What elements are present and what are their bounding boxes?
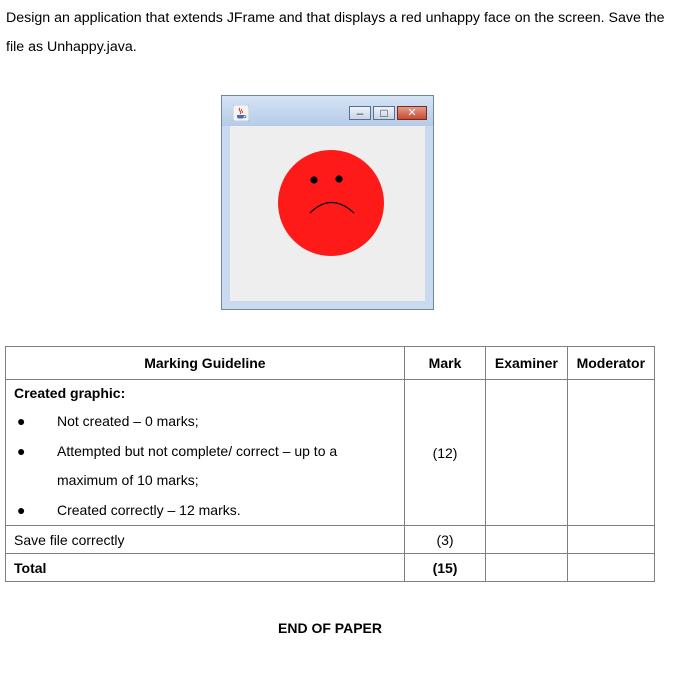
bullet-icon: ● [17, 501, 26, 518]
unhappy-face-drawing [230, 126, 425, 301]
total-moderator-cell [567, 554, 654, 582]
total-row [6, 554, 655, 582]
criteria-item-text: Created correctly – 12 marks. [57, 501, 241, 518]
criteria-item-text: Not created – 0 marks; [57, 413, 199, 429]
java-cup-icon [233, 105, 249, 121]
criteria-mark: (12) [404, 380, 485, 526]
marking-table [5, 346, 655, 582]
maximize-button[interactable] [373, 106, 395, 120]
close-button[interactable] [397, 106, 427, 120]
save-moderator-cell [567, 526, 654, 554]
criteria-examiner-cell [486, 380, 567, 526]
criteria-moderator-cell [567, 380, 654, 526]
minimize-icon: – [356, 106, 364, 120]
end-of-paper: END OF PAPER [278, 620, 382, 636]
header-examiner: Examiner [486, 347, 567, 380]
total-label: Total [6, 554, 405, 582]
total-examiner-cell [486, 554, 567, 582]
right-eye [335, 175, 342, 182]
java-window [221, 95, 434, 310]
criteria-row [6, 380, 655, 526]
save-row [6, 526, 655, 554]
save-label: Save file correctly [6, 526, 405, 554]
header-guideline: Marking Guideline [6, 347, 405, 380]
header-moderator: Moderator [567, 347, 654, 380]
close-icon: ✕ [407, 107, 417, 119]
minimize-button[interactable] [349, 106, 371, 120]
criteria-cell [6, 380, 405, 526]
maximize-icon: □ [380, 106, 388, 120]
bullet-icon: ● [17, 413, 26, 429]
window-client-area [230, 126, 425, 301]
header-mark: Mark [404, 347, 485, 380]
table-header-row [6, 347, 655, 380]
left-eye [310, 176, 317, 183]
save-examiner-cell [486, 526, 567, 554]
criteria-item [14, 407, 396, 437]
window-titlebar [222, 96, 433, 126]
criteria-item-text: Attempted but not complete/ correct – up to a maximum of 10 marks; [57, 442, 338, 488]
total-mark: (15) [404, 554, 485, 582]
question-text: Design an application that extends JFrame and that displays a red unhappy face on the screen. Save the file as Unhappy.java. [6, 10, 665, 55]
criteria-item [14, 437, 396, 496]
criteria-title: Created graphic: [14, 385, 126, 401]
save-mark: (3) [404, 526, 485, 554]
bullet-icon: ● [17, 442, 26, 459]
criteria-item [14, 496, 396, 526]
